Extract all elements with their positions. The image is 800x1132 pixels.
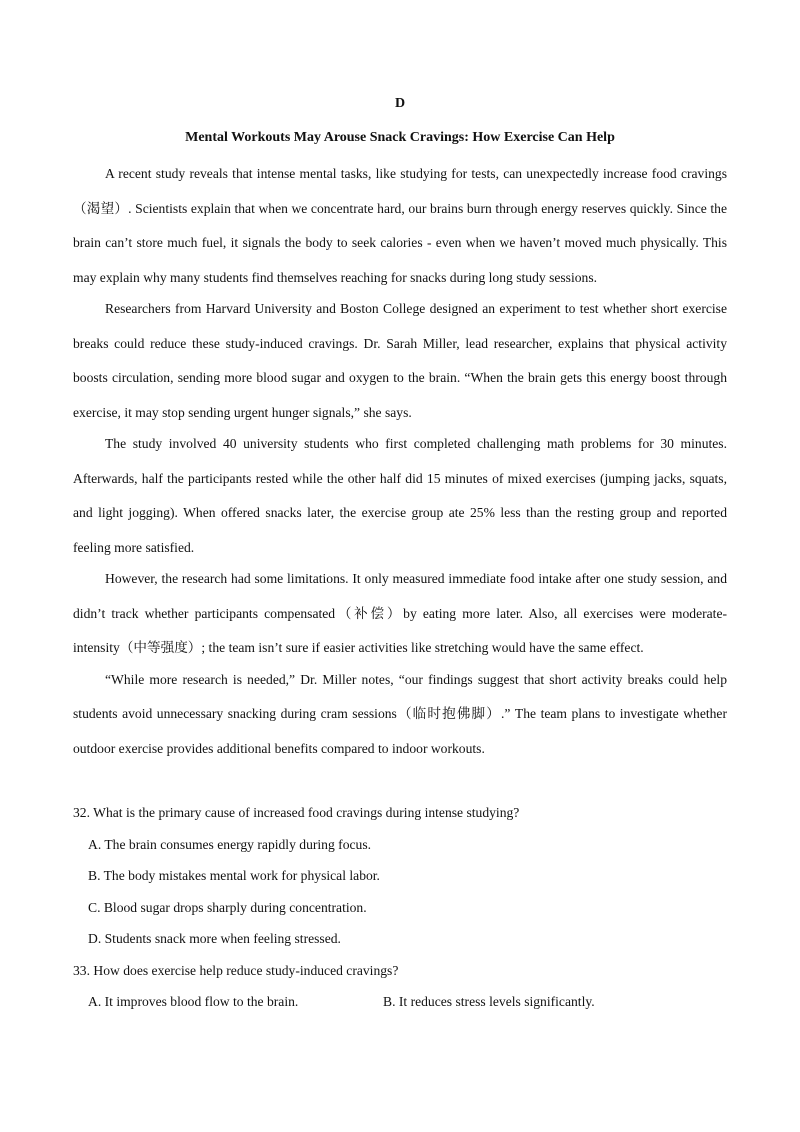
paragraph-2: Researchers from Harvard University and Boston College designed an experiment to test whether short exercise breaks could reduce these study-induced cravings. Dr. Sarah Miller, lead researcher, explains that physical activity boosts circulation, sending more blood sugar and oxygen to the brain. “When the brain gets this energy boost through exercise, it may stop sending urgent hunger signals,” she says.	[73, 301, 727, 420]
question-32-stem: 32. What is the primary cause of increased food cravings during intense studying?	[73, 805, 520, 820]
section-letter: D	[394, 96, 406, 111]
question-32-option-a: A. The brain consumes energy rapidly during focus.	[88, 836, 372, 852]
passage-title: Mental Workouts May Arouse Snack Cravings: How Exercise Can Help	[185, 130, 615, 145]
question-33-option-b: B. It reduces stress levels significantly.	[383, 994, 595, 1009]
question-32-option-b: B. The body mistakes mental work for physical labor.	[88, 868, 380, 883]
paragraph-5: “While more research is needed,” Dr. Miller notes, “our findings suggest that short activity breaks could help students avoid unnecessary snacking during cram sessions（临时抱佛脚）.” The team plans to investigate whether outdoor exercise provides additional benefits compared to indoor workouts.	[73, 671, 727, 756]
reading-passage	[73, 157, 727, 766]
question-33-option-a: A. It improves blood flow to the brain.	[88, 994, 299, 1009]
question-33-options-row	[73, 986, 727, 1018]
paragraph-3: The study involved 40 university students who first completed challenging math problems for 30 minutes. Afterwards, half the participants rested while the other half did 15 minutes of mixed exercises (jumping jacks, squats, and light jogging). When offered snacks later, the exercise group ate 25% less than the resting group and reported feeling more satisfied.	[73, 436, 727, 555]
question-33-stem: 33. How does exercise help reduce study-induced cravings?	[73, 962, 399, 978]
question-32-option-c: C. Blood sugar drops sharply during concentration.	[88, 899, 367, 915]
question-list	[73, 797, 727, 1018]
paragraph-1: A recent study reveals that intense mental tasks, like studying for tests, can unexpectedly increase food cravings（渴望）. Scientists explain that when we concentrate hard, our brains burn through energy reserves quickly. Since the brain can’t store much fuel, it signals the body to seek calories - even when we haven’t moved much physically. This may explain why many students find themselves reaching for snacks during long study sessions.	[73, 166, 727, 285]
question-32-option-d: D. Students snack more when feeling stressed.	[88, 931, 341, 946]
paragraph-4: However, the research had some limitations. It only measured immediate food intake after one study session, and didn’t track whether participants compensated（补偿）by eating more later. Also, all exercises were moderate-intensity（中等强度）; the team isn’t sure if easier activities like stretching would have the same effect.	[73, 571, 727, 655]
